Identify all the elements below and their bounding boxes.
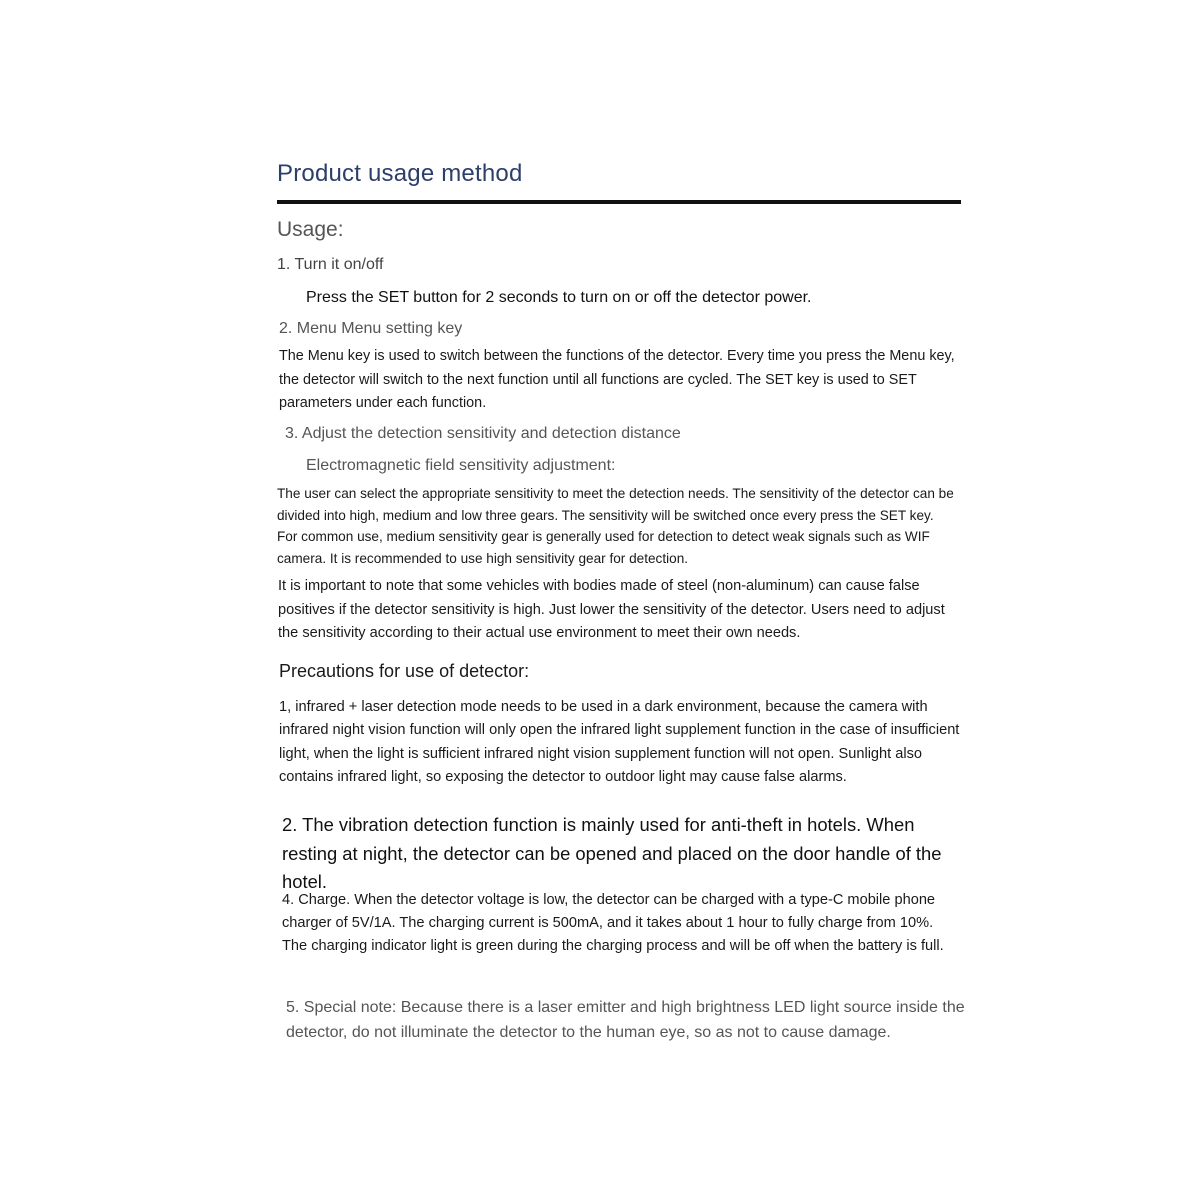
sensitivity-heading: 3. Adjust the detection sensitivity and detection distance <box>285 425 681 442</box>
turn-on-off-heading: 1. Turn it on/off <box>277 256 384 273</box>
sensitivity-note: It is important to note that some vehicles with bodies made of steel (non-aluminum) can cause false positives if the detector sensitivity is high. Just lower the sensitivity of the detector. Users need to adjust the sensitivity according to their actual use environment to meet their own needs. <box>278 578 945 641</box>
turn-on-off-text: Press the SET button for 2 seconds to turn on or off the detector power. <box>306 289 812 306</box>
precaution-charge: 4. Charge. When the detector voltage is low, the detector can be charged with a type-C mobile phone charger of 5V/1A. The charging current is 500mA, and it takes about 1 hour to fully charge from 10%. The charging indicator light is green during the charging process and will be off when the battery is full. <box>282 892 944 955</box>
title-divider <box>277 200 961 204</box>
usage-heading: Usage: <box>277 218 344 241</box>
precautions-heading: Precautions for use of detector: <box>279 661 530 681</box>
sensitivity-subheading: Electromagnetic field sensitivity adjustment: <box>306 457 616 474</box>
sensitivity-text: The user can select the appropriate sensitivity to meet the detection needs. The sensitivity of the detector can be divided into high, medium and low three gears. The sensitivity will be switched once every press the SET key. For common use, medium sensitivity gear is generally used for detection to detect weak signals such as WIF camera. It is recommended to use high sensitivity gear for detection. <box>277 486 954 567</box>
precaution-special-note: 5. Special note: Because there is a laser emitter and high brightness LED light source inside the detector, do not illuminate the detector to the human eye, so as not to cause damage. <box>286 999 965 1041</box>
menu-key-text: The Menu key is used to switch between the functions of the detector. Every time you press the Menu key, the detector will switch to the next function until all functions are cycled. The SET key is used to SET parameters under each function. <box>279 348 955 411</box>
precaution-vibration: 2. The vibration detection function is mainly used for anti-theft in hotels. When resting at night, the detector can be opened and placed on the door handle of the hotel. <box>282 814 942 892</box>
page-title: Product usage method <box>277 160 523 187</box>
precaution-infrared: 1, infrared + laser detection mode needs to be used in a dark environment, because the camera with infrared night vision function will only open the infrared light supplement function in the case of insufficient light, when the light is sufficient infrared night vision supplement function will not open. Sunlight also contains infrared light, so exposing the detector to outdoor light may cause false alarms. <box>279 699 960 785</box>
menu-key-heading: 2. Menu Menu setting key <box>279 320 463 337</box>
